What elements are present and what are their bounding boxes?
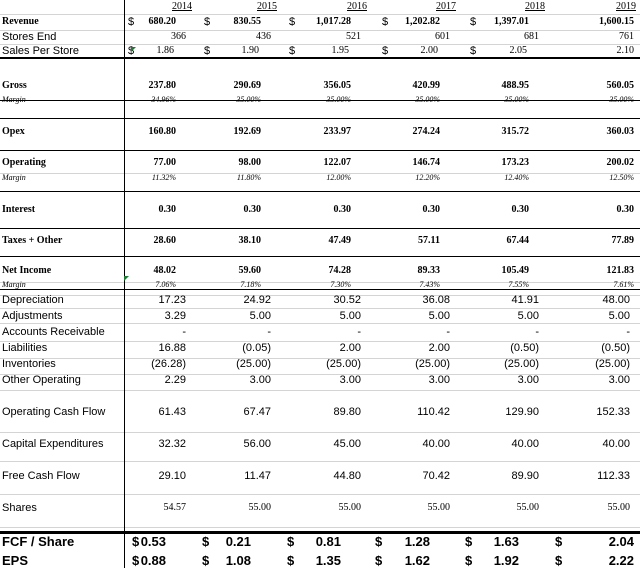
value-cell[interactable]: 3.00: [608, 374, 630, 386]
value-cell[interactable]: 12.50%: [609, 173, 634, 182]
value-cell[interactable]: (0.05): [242, 342, 271, 354]
currency-symbol: $: [382, 16, 389, 28]
currency-symbol: $: [289, 16, 296, 28]
value-cell[interactable]: 11.32%: [151, 173, 176, 182]
value-cell[interactable]: 61.43: [158, 406, 186, 418]
value-cell[interactable]: 2.29: [164, 374, 186, 386]
currency-symbol: $: [204, 45, 211, 57]
value-cell[interactable]: 28.60: [153, 235, 176, 246]
value-cell[interactable]: 11.80%: [236, 173, 261, 182]
currency-symbol: $: [289, 45, 296, 57]
currency-symbol: $: [555, 534, 563, 549]
value-cell[interactable]: 0.88: [140, 553, 166, 568]
value-cell[interactable]: 2.00: [339, 342, 361, 354]
value-cell[interactable]: 0.30: [616, 204, 634, 215]
value-cell[interactable]: 7.55%: [508, 280, 529, 289]
value-cell[interactable]: (25.00): [504, 358, 539, 370]
value-cell[interactable]: 2.04: [608, 534, 634, 549]
value-cell[interactable]: 40.00: [422, 438, 450, 450]
value-cell[interactable]: (25.00): [326, 358, 361, 370]
row-label: Liabilities: [2, 342, 48, 354]
value-cell[interactable]: 200.02: [606, 157, 634, 168]
gridline-h: [0, 390, 640, 391]
value-cell[interactable]: 7.18%: [240, 280, 261, 289]
year-header: 2018: [525, 1, 545, 12]
value-cell[interactable]: 112.33: [597, 470, 630, 482]
currency-symbol: $: [465, 553, 473, 568]
value-cell[interactable]: 436: [256, 31, 271, 42]
value-cell[interactable]: 3.00: [428, 374, 450, 386]
row-label: Interest: [2, 204, 36, 215]
value-cell[interactable]: 681: [524, 31, 539, 42]
value-cell[interactable]: 1.35: [315, 553, 341, 568]
value-cell[interactable]: 38.10: [238, 235, 261, 246]
value-cell[interactable]: 601: [435, 31, 450, 42]
value-cell[interactable]: 17.23: [158, 294, 186, 306]
value-cell[interactable]: 29.10: [158, 470, 186, 482]
value-cell[interactable]: 0.30: [243, 204, 261, 215]
value-cell[interactable]: 129.90: [505, 406, 539, 418]
value-cell[interactable]: 35.00%: [609, 95, 634, 104]
value-cell[interactable]: 122.07: [323, 157, 351, 168]
currency-symbol: $: [202, 534, 210, 549]
row-label: Accounts Receivable: [2, 326, 105, 338]
value-cell[interactable]: -: [446, 326, 450, 338]
value-cell[interactable]: 59.60: [238, 265, 261, 276]
value-cell[interactable]: 1,397.01: [494, 16, 529, 27]
row-rule: [0, 228, 640, 229]
value-cell[interactable]: 16.88: [158, 342, 186, 354]
value-cell[interactable]: 35.00%: [326, 95, 351, 104]
row-rule: [0, 57, 640, 59]
row-label: FCF / Share: [2, 534, 75, 549]
value-cell[interactable]: 2.10: [616, 45, 634, 56]
gridline-h: [0, 308, 640, 309]
value-cell[interactable]: 1.86: [156, 45, 174, 56]
value-cell[interactable]: 2.05: [509, 45, 527, 56]
value-cell[interactable]: -: [626, 326, 630, 338]
value-cell[interactable]: 521: [346, 31, 361, 42]
gridline-h: [0, 494, 640, 495]
value-cell[interactable]: 2.00: [420, 45, 438, 56]
value-cell[interactable]: 70.42: [422, 470, 450, 482]
value-cell[interactable]: 30.52: [333, 294, 361, 306]
value-cell[interactable]: 315.72: [501, 126, 529, 137]
value-cell[interactable]: 12.40%: [504, 173, 529, 182]
row-label: Other Operating: [2, 374, 81, 386]
gridline-h: [0, 527, 640, 528]
currency-symbol: $: [202, 553, 210, 568]
value-cell[interactable]: 55.00: [248, 502, 271, 513]
value-cell[interactable]: 560.05: [606, 80, 634, 91]
value-cell[interactable]: 5.00: [428, 310, 450, 322]
currency-symbol: $: [465, 534, 473, 549]
value-cell[interactable]: 89.80: [333, 406, 361, 418]
currency-symbol: $: [375, 553, 383, 568]
value-cell[interactable]: 40.00: [602, 438, 630, 450]
value-cell[interactable]: (0.50): [601, 342, 630, 354]
row-label: Capital Expenditures: [2, 438, 104, 450]
currency-symbol: $: [382, 45, 389, 57]
row-rule: [0, 118, 640, 119]
currency-symbol: $: [287, 553, 295, 568]
currency-symbol: $: [132, 534, 140, 549]
currency-symbol: $: [555, 553, 563, 568]
value-cell[interactable]: (25.00): [415, 358, 450, 370]
value-cell[interactable]: 98.00: [238, 157, 261, 168]
row-label: Taxes + Other: [2, 235, 63, 246]
value-cell[interactable]: 77.89: [611, 235, 634, 246]
value-cell[interactable]: 57.11: [418, 235, 440, 246]
value-cell[interactable]: 89.90: [511, 470, 539, 482]
value-cell[interactable]: 290.69: [233, 80, 261, 91]
value-cell[interactable]: 360.03: [606, 126, 634, 137]
value-cell[interactable]: -: [267, 326, 271, 338]
value-cell[interactable]: 237.80: [148, 80, 176, 91]
value-cell[interactable]: 45.00: [333, 438, 361, 450]
value-cell[interactable]: (0.50): [510, 342, 539, 354]
value-cell[interactable]: 55.00: [607, 502, 630, 513]
year-header: 2014: [172, 1, 192, 12]
value-cell[interactable]: 40.00: [511, 438, 539, 450]
value-cell[interactable]: 2.00: [428, 342, 450, 354]
value-cell[interactable]: 74.28: [328, 265, 351, 276]
value-cell[interactable]: 420.99: [412, 80, 440, 91]
value-cell[interactable]: 3.00: [339, 374, 361, 386]
row-label: Inventories: [2, 358, 56, 370]
value-cell[interactable]: 1.92: [493, 553, 519, 568]
value-cell[interactable]: 56.00: [243, 438, 271, 450]
value-cell[interactable]: 47.49: [328, 235, 351, 246]
gridline-h: [0, 14, 640, 15]
row-label: Margin: [2, 173, 26, 182]
value-cell[interactable]: 48.00: [602, 294, 630, 306]
value-cell[interactable]: 146.74: [412, 157, 440, 168]
gridline-h: [0, 461, 640, 462]
value-cell[interactable]: 35.00%: [415, 95, 440, 104]
value-cell[interactable]: 1.90: [241, 45, 259, 56]
currency-symbol: $: [128, 16, 135, 28]
currency-symbol: $: [132, 553, 140, 568]
value-cell[interactable]: 3.29: [164, 310, 186, 322]
row-label: Sales Per Store: [2, 45, 80, 57]
row-label: Operating Cash Flow: [2, 406, 106, 418]
value-cell[interactable]: (25.00): [595, 358, 630, 370]
value-cell[interactable]: 173.23: [501, 157, 529, 168]
value-cell[interactable]: 356.05: [323, 80, 351, 91]
value-cell[interactable]: 110.42: [417, 406, 450, 418]
comment-marker-icon: [124, 276, 129, 281]
value-cell[interactable]: 1,017.28: [316, 16, 351, 27]
row-label: Net Income: [2, 265, 52, 276]
row-rule: [0, 150, 640, 151]
row-label: Opex: [2, 126, 25, 137]
value-cell[interactable]: 0.30: [422, 204, 440, 215]
value-cell[interactable]: 12.20%: [415, 173, 440, 182]
value-cell[interactable]: (25.00): [236, 358, 271, 370]
row-label: Stores End: [2, 31, 57, 43]
value-cell[interactable]: 274.24: [412, 126, 440, 137]
year-header: 2017: [436, 1, 456, 12]
value-cell[interactable]: 830.55: [233, 16, 261, 27]
value-cell[interactable]: 160.80: [148, 126, 176, 137]
value-cell[interactable]: 35.00%: [236, 95, 261, 104]
row-rule: [0, 289, 640, 290]
value-cell[interactable]: 44.80: [333, 470, 361, 482]
value-cell[interactable]: 36.08: [422, 294, 450, 306]
value-cell[interactable]: 1.95: [331, 45, 349, 56]
gridline-h: [0, 432, 640, 433]
value-cell[interactable]: 7.61%: [613, 280, 634, 289]
row-label: Revenue: [2, 16, 39, 27]
currency-symbol: $: [128, 45, 135, 57]
value-cell[interactable]: 0.21: [225, 534, 251, 549]
value-cell[interactable]: 192.69: [233, 126, 261, 137]
value-cell[interactable]: 24.92: [243, 294, 271, 306]
row-label: Margin: [2, 280, 26, 289]
value-cell[interactable]: 0.30: [333, 204, 351, 215]
value-cell[interactable]: 3.00: [517, 374, 539, 386]
value-cell[interactable]: 1,600.15: [599, 16, 634, 27]
row-label: Gross: [2, 80, 27, 91]
year-header: 2019: [616, 1, 636, 12]
value-cell[interactable]: 680.20: [148, 16, 176, 27]
row-rule: [0, 256, 640, 257]
value-cell[interactable]: 0.53: [140, 534, 166, 549]
value-cell[interactable]: 1.28: [404, 534, 430, 549]
value-cell[interactable]: 5.00: [339, 310, 361, 322]
value-cell[interactable]: 67.47: [243, 406, 271, 418]
row-label: Free Cash Flow: [2, 470, 80, 482]
value-cell[interactable]: 121.83: [606, 265, 634, 276]
gridline-h: [0, 323, 640, 324]
year-header: 2016: [347, 1, 367, 12]
value-cell[interactable]: 55.00: [338, 502, 361, 513]
currency-symbol: $: [470, 45, 477, 57]
value-cell[interactable]: 0.30: [158, 204, 176, 215]
row-label: EPS: [2, 553, 29, 568]
currency-symbol: $: [287, 534, 295, 549]
value-cell[interactable]: -: [535, 326, 539, 338]
value-cell[interactable]: 7.30%: [330, 280, 351, 289]
value-cell[interactable]: 761: [619, 31, 634, 42]
value-cell[interactable]: 0.30: [511, 204, 529, 215]
value-cell[interactable]: 1,202.82: [405, 16, 440, 27]
value-cell[interactable]: 7.43%: [419, 280, 440, 289]
value-cell[interactable]: 5.00: [249, 310, 271, 322]
value-cell[interactable]: 41.91: [511, 294, 539, 306]
value-cell[interactable]: 2.22: [608, 553, 634, 568]
value-cell[interactable]: 0.81: [315, 534, 341, 549]
value-cell[interactable]: 67.44: [506, 235, 529, 246]
value-cell[interactable]: 54.57: [163, 502, 186, 513]
value-cell[interactable]: 1.62: [404, 553, 430, 568]
value-cell[interactable]: 1.63: [493, 534, 519, 549]
value-cell[interactable]: 55.00: [427, 502, 450, 513]
currency-symbol: $: [204, 16, 211, 28]
value-cell[interactable]: -: [357, 326, 361, 338]
row-label: Depreciation: [2, 294, 64, 306]
value-cell[interactable]: 48.02: [153, 265, 176, 276]
value-cell[interactable]: 11.47: [244, 470, 271, 482]
value-cell[interactable]: 3.00: [249, 374, 271, 386]
row-rule: [0, 191, 640, 192]
year-header: 2015: [257, 1, 277, 12]
value-cell[interactable]: 5.00: [608, 310, 630, 322]
value-cell[interactable]: (26.28): [151, 358, 186, 370]
value-cell[interactable]: 89.33: [417, 265, 440, 276]
value-cell[interactable]: 12.00%: [326, 173, 351, 182]
value-cell[interactable]: 35.00%: [504, 95, 529, 104]
value-cell[interactable]: 488.95: [501, 80, 529, 91]
currency-symbol: $: [375, 534, 383, 549]
value-cell[interactable]: 1.08: [225, 553, 251, 568]
row-label: Adjustments: [2, 310, 63, 322]
value-cell[interactable]: 32.32: [158, 438, 186, 450]
value-cell[interactable]: 152.33: [596, 406, 630, 418]
value-cell[interactable]: 55.00: [516, 502, 539, 513]
value-cell[interactable]: -: [182, 326, 186, 338]
value-cell[interactable]: 7.06%: [155, 280, 176, 289]
value-cell[interactable]: 34.96%: [151, 95, 176, 104]
row-label: Margin: [2, 95, 26, 104]
value-cell[interactable]: 77.00: [153, 157, 176, 168]
comment-marker-icon: [131, 47, 136, 52]
value-cell[interactable]: 233.97: [323, 126, 351, 137]
value-cell[interactable]: 5.00: [517, 310, 539, 322]
value-cell[interactable]: 366: [171, 31, 186, 42]
row-label: Operating: [2, 157, 46, 168]
row-label: Shares: [2, 502, 37, 514]
value-cell[interactable]: 105.49: [501, 265, 529, 276]
currency-symbol: $: [470, 16, 477, 28]
